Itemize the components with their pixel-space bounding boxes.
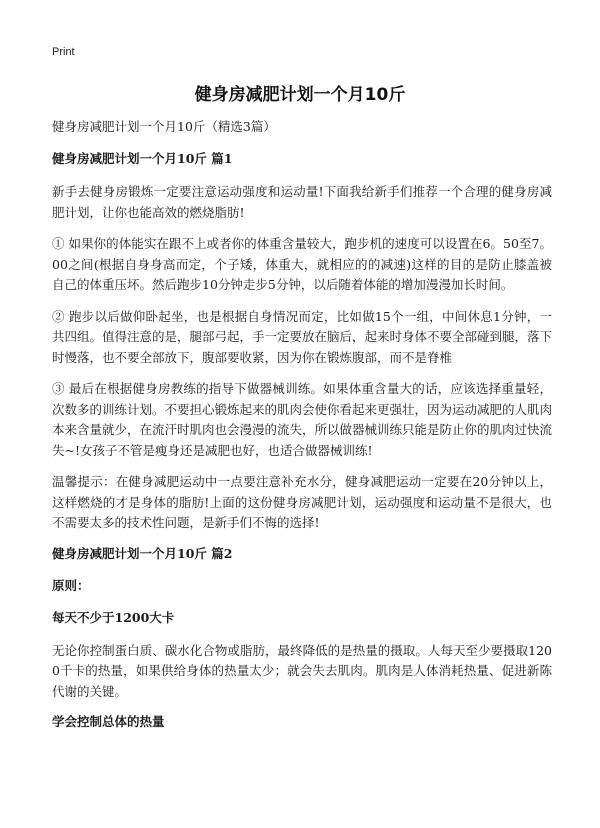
principle-heading: 原则： [52,577,90,593]
total-calorie-heading: 学会控制总体的热量 [52,714,165,729]
article1-step2-paragraph: ② 跑步以后做仰卧起坐，也是根据自身情况而定，比如做15个一组，中间休息1分钟，一共四组。值得注意的是，腿部弓起，手一定要放在脑后，起来时身体不要全部碰到腿，落下时慢落，也不要全部放下，腹部要收紧，因为你在锻炼腹部，而不是脊椎 [52,308,553,365]
article1-intro-paragraph: 新手去健身房锻炼一定要注意运动强度和运动量!下面我给新手们推荐一个合理的健身房减肥计划，让你也能高效的燃烧脂肪! [52,184,552,220]
calorie-minimum-heading: 每天不少于1200大卡 [52,609,175,625]
article1-heading: 健身房减肥计划一个月10斤 篇1 [52,151,233,166]
article1-step1-paragraph: ① 如果你的体能实在跟不上或者你的体重含量较大，跑步机的速度可以设置在6。50至7。00之间(根据自身身高而定，个子矮，体重大，就相应的的减速)这样的目的是防止膝盖被自己的体重压坏。然后跑步10分钟走步5分钟，以后随着体能的增加漫漫加长时间。 [52,236,552,292]
document-subtitle: 健身房减肥计划一个月10斤（精选3篇） [52,119,276,134]
document-title: 健身房减肥计划一个月10斤 [194,85,406,105]
article2-heading: 健身房减肥计划一个月10斤 篇2 [52,545,233,561]
article1-tip-paragraph: 温馨提示：在健身减肥运动中一点要注意补充水分，健身减肥运动一定要在20分钟以上，这样燃烧的才是身体的脂肪!上面的这份健身房减肥计划，运动强度和运动量不是很大，也不需要太多的技术性问题，是新手们不悔的选择! [52,474,552,530]
document-body [52,118,552,745]
calorie-minimum-paragraph: 无论你控制蛋白质、碳水化合物或脂肪，最终降低的是热量的摄取。人每天至少要摄取1200千卡的热量，如果供给身体的热量太少；就会失去肌肉。肌肉是人体消耗热量、促进新陈代谢的关键。 [52,642,552,699]
print-label: Print [52,46,75,58]
article1-step3-paragraph: ③ 最后在根据健身房教练的指导下做器械训练。如果体重含量大的话，应该选择重量轻，次数多的训练计划。不要担心锻炼起来的肌肉会使你看起来更强壮，因为运动减肥的人肌肉本来含量就少，在流汗时肌肉也会漫漫的流失，所以做器械训练只能是防止你的肌肉过快流失~!女孩子不管是瘦身还是减肥也好，也适合做器械训练! [52,381,553,458]
